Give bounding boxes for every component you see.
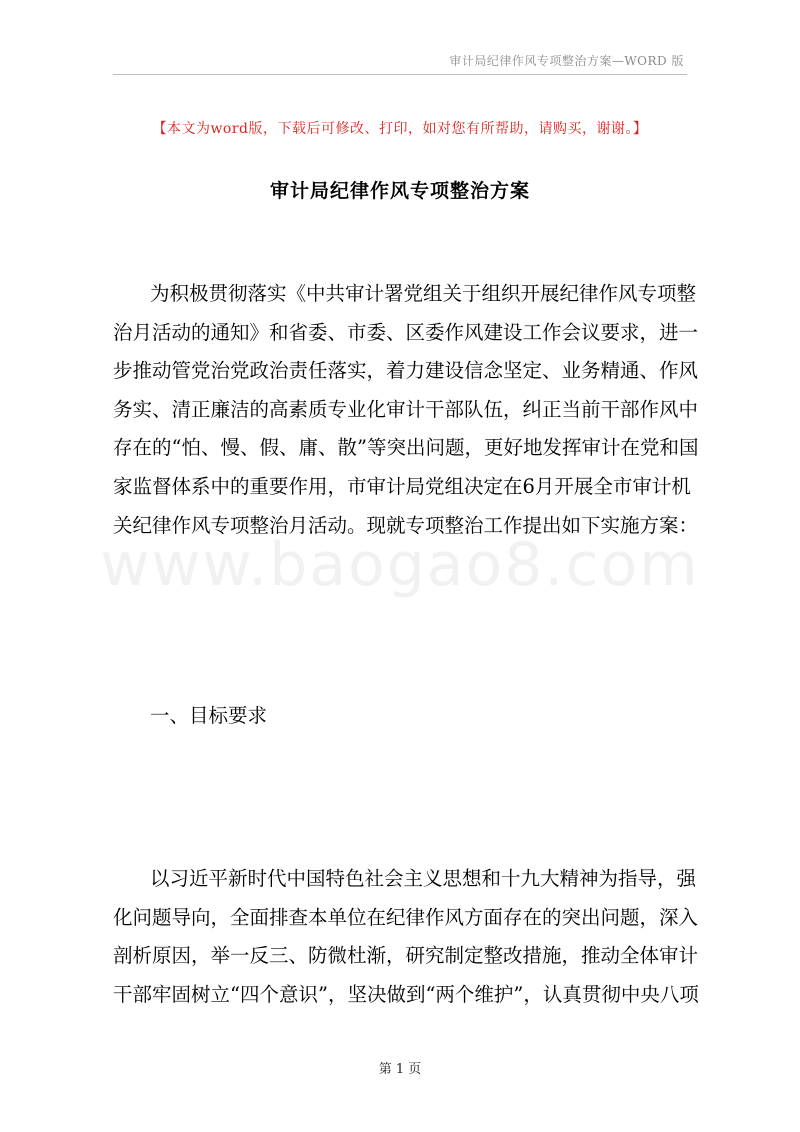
- text-line: 以习近平新时代中国特色社会主义思想和十九大精神为指导，强: [150, 867, 697, 890]
- text-line: 治月活动的通知》和省委、市委、区委作风建设工作会议要求，进一: [113, 320, 699, 344]
- download-notice: 【本文为word版，下载后可修改、打印，如对您有所帮助，请购买，谢谢。】: [152, 121, 648, 137]
- text-line: 家监督体系中的重要作用，市审计局党组决定在6月开展全市审计机: [113, 474, 691, 498]
- page-number: 第 1 页: [378, 1062, 422, 1077]
- text-line: 干部牢固树立“四个意识”，坚决做到“两个维护”，认真贯彻中央八项: [113, 982, 699, 1006]
- section-1-paragraph: [113, 860, 699, 1014]
- text-line: 化问题导向，全面排查本单位在纪律作风方面存在的突出问题，深入: [113, 905, 699, 929]
- text-line: 剖析原因，举一反三、防微杜渐，研究制定整改措施，推动全体审计: [113, 944, 699, 968]
- document-title: 审计局纪律作风专项整治方案: [269, 180, 530, 202]
- text-line: 步推动管党治党政治责任落实，着力建设信念坚定、业务精通、作风: [113, 359, 699, 383]
- text-line: 存在的“怕、慢、假、庸、散”等突出问题，更好地发挥审计在党和国: [113, 436, 699, 460]
- running-header: 审计局纪律作风专项整治方案—WORD 版: [449, 54, 684, 68]
- watermark-text: www.baogao8.com: [100, 530, 700, 600]
- text-line: 关纪律作风专项整治月活动。现就专项整治工作提出如下实施方案：: [113, 513, 699, 537]
- text-line: 为积极贯彻落实《中共审计署党组关于组织开展纪律作风专项整: [150, 282, 697, 305]
- intro-paragraph: [113, 275, 699, 545]
- header-divider: [113, 74, 687, 75]
- text-line: 务实、清正廉洁的高素质专业化审计干部队伍，纠正当前干部作风中: [113, 397, 699, 421]
- section-heading: 一、目标要求: [150, 704, 268, 727]
